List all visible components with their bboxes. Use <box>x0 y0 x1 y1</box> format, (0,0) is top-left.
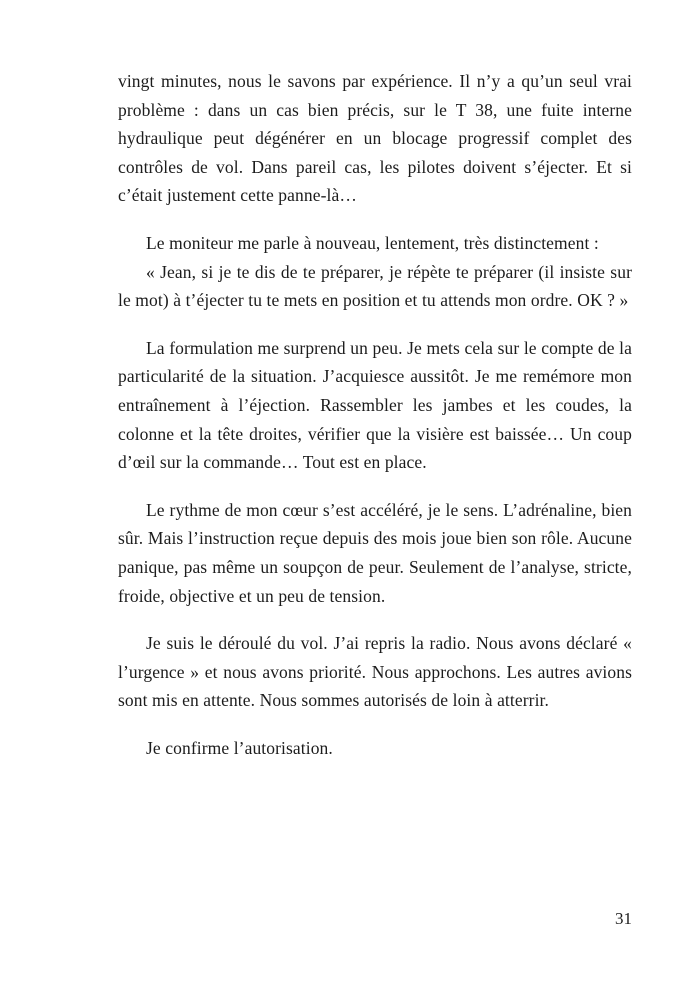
page-text-block <box>118 67 632 762</box>
paragraph: Je suis le déroulé du vol. J’ai repris la radio. Nous avons déclaré « l’urgence » et nous avons priorité. Nous approchons. Les autres avions sont mis en attente. Nous sommes autorisés de loin à atterrir. <box>118 633 632 711</box>
paragraph: vingt minutes, nous le savons par expérience. Il n’y a qu’un seul vrai problème : dans un cas bien précis, sur le T 38, une fuite interne hydraulique peut dégénérer en un blocage progressif complet des contrôles de vol. Dans pareil cas, les pilotes doivent s’éjecter. Et si c’était justement cette panne-là… <box>118 71 632 206</box>
paragraph: Je confirme l’autorisation. <box>146 737 333 758</box>
page-number: 31 <box>615 909 632 928</box>
paragraph: « Jean, si je te dis de te préparer, je répète te préparer (il insiste sur le mot) à t’éjecter tu te mets en position et tu attends mon ordre. OK ? » <box>118 261 632 311</box>
paragraph: La formulation me surprend un peu. Je mets cela sur le compte de la particularité de la situation. J’acquiesce aussitôt. Je me remémore mon entraînement à l’éjection. Rassembler les jambes et les coudes, la colonne et la tête droites, vérifier que la visière est baissée… Un coup d’œil sur la commande… Tout est en place. <box>118 337 632 473</box>
paragraph: Le rythme de mon cœur s’est accéléré, je le sens. L’adrénaline, bien sûr. Mais l’instruction reçue depuis des mois joue bien son rôle. Aucune panique, pas même un soupçon de peur. Seulement de l’analyse, stricte, froide, objective et un peu de tension. <box>118 499 632 606</box>
paragraph: Le moniteur me parle à nouveau, lentement, très distinctement : <box>146 232 599 253</box>
